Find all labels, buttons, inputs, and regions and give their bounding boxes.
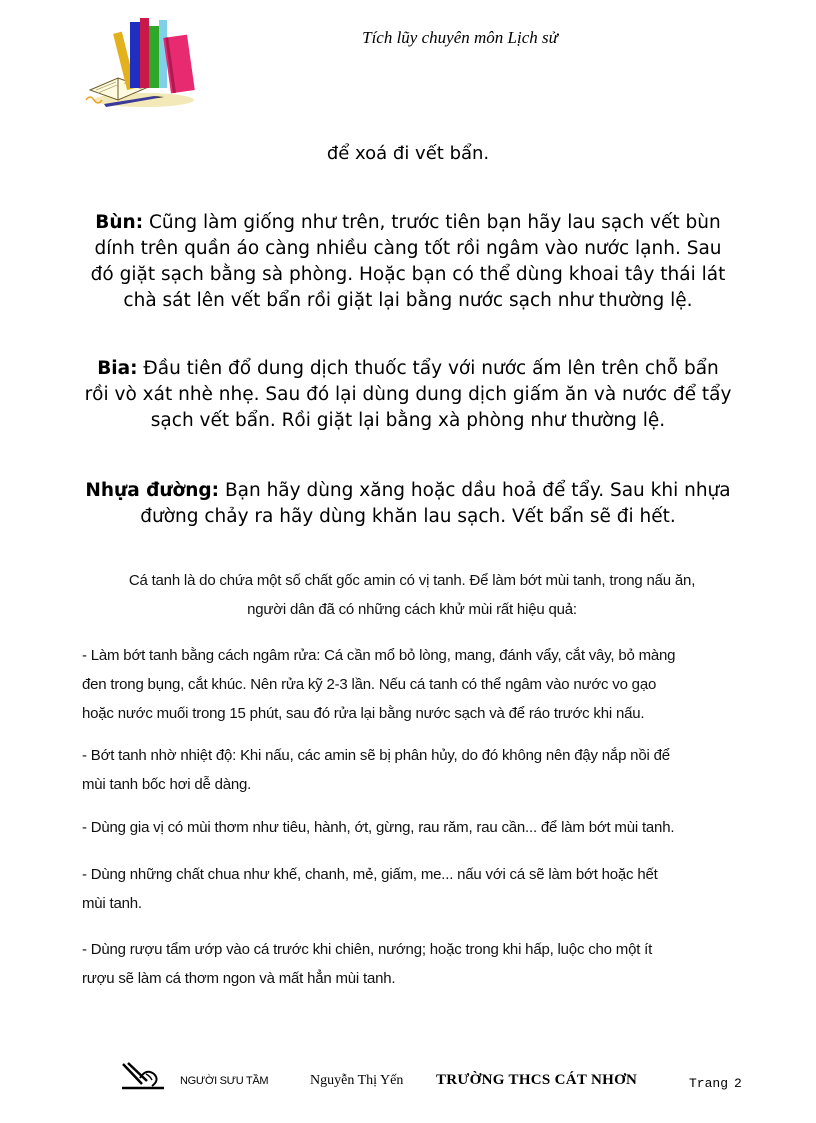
text-line: - Dùng rượu tẩm ướp vào cá trước khi chiên, nướng; hoặc trong khi hấp, luộc cho một ít [82, 941, 653, 958]
header-title: Tích lũy chuyên môn Lịch sử [362, 28, 558, 47]
text-line: đường chảy ra hãy dùng khăn lau sạch. Vết bẩn sẽ đi hết. [140, 506, 676, 527]
author-name: Nguyễn Thị Yến [310, 1073, 404, 1088]
paragraph-beer [60, 356, 756, 434]
text-line: hoặc nước muối trong 15 phút, sau đó rửa lại bằng nước sạch và để ráo trước khi nấu. [82, 705, 645, 722]
text-line: chà sát lên vết bẩn rồi giặt lại bằng nước sạch như thường lệ. [123, 290, 693, 311]
school-name: TRƯỜNG THCS CÁT NHƠN [436, 1072, 638, 1088]
books-icon [84, 12, 206, 112]
page-label: Trang [689, 1076, 729, 1091]
page-number [689, 1076, 742, 1091]
list-item [82, 860, 742, 918]
pen-writing-icon [120, 1060, 166, 1092]
text-line: dính trên quần áo càng nhiều càng tốt rồi ngâm vào nước lạnh. Sau [94, 238, 722, 259]
paragraph-label: Bia: [97, 358, 138, 379]
text-line: - Làm bớt tanh bằng cách ngâm rửa: Cá cần mổ bỏ lòng, mang, đánh vẩy, cắt vây, bỏ màng [82, 647, 676, 664]
paragraph-label: Bùn: [95, 212, 144, 233]
paragraph-mud [60, 210, 756, 314]
text-line: Đầu tiên đổ dung dịch thuốc tẩy với nước ấm lên trên chỗ bẩn [137, 358, 719, 379]
text-line: Cũng làm giống như trên, trước tiên bạn hãy lau sạch vết bùn [143, 212, 721, 233]
text-line: rượu sẽ làm cá thơm ngon và mất hẳn mùi tanh. [82, 970, 396, 987]
text-line: Cá tanh là do chứa một số chất gốc amin có vị tanh. Để làm bớt mùi tanh, trong nấu ăn, [128, 572, 696, 589]
list-item [82, 813, 742, 842]
list-item [82, 741, 742, 799]
text-line: rồi vò xát nhè nhẹ. Sau đó lại dùng dung dịch giấm ăn và nước để tẩy [84, 384, 732, 405]
continuation-fragment: để xoá đi vết bẩn. [326, 143, 490, 164]
fish-intro [82, 566, 742, 624]
text-line: Bạn hãy dùng xăng hoặc dầu hoả để tẩy. Sau khi nhựa [219, 480, 731, 501]
text-line: sạch vết bẩn. Rồi giặt lại bằng xà phòng như thường lệ. [150, 410, 666, 431]
paragraph-asphalt [60, 478, 756, 530]
list-item [82, 641, 742, 728]
text-line: - Bớt tanh nhờ nhiệt độ: Khi nấu, các amin sẽ bị phân hủy, do đó không nên đậy nắp nồi để [82, 747, 670, 764]
text-line: người dân đã có những cách khử mùi rất hiệu quả: [247, 601, 577, 618]
text-line: đó giặt sạch bằng sà phòng. Hoặc bạn có thể dùng khoai tây thái lát [90, 264, 726, 285]
text-line: đen trong bụng, cắt khúc. Nên rửa kỹ 2-3 lần. Nếu cá tanh có thể ngâm vào nước vo gạo [82, 676, 657, 693]
collector-label: NGƯỜI SƯU TẦM [180, 1075, 269, 1087]
text-line: - Dùng những chất chua như khế, chanh, mẻ, giấm, me... nấu với cá sẽ làm bớt hoặc hết [82, 866, 658, 883]
list-item [82, 935, 742, 993]
text-line: - Dùng gia vị có mùi thơm như tiêu, hành, ớt, gừng, rau răm, rau cần... để làm bớt mùi tanh. [82, 819, 675, 836]
text-line: mùi tanh. [82, 895, 142, 912]
page-number-value: 2 [734, 1076, 742, 1091]
paragraph-label: Nhựa đường: [85, 480, 220, 501]
text-line: mùi tanh bốc hơi dễ dàng. [82, 776, 252, 793]
